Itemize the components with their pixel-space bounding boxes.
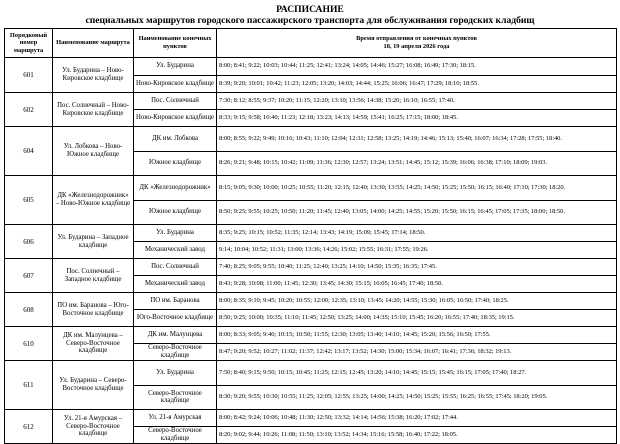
route-number: 611: [5, 361, 53, 410]
col-header-times-line2: 18, 19 апреля 2026 года: [383, 43, 450, 50]
departure-times: 8:33; 9:15; 9:58; 10:40; 11:23; 12:18; 13:23; 14:13; 14:59; 15:41; 16:25; 17:15; 18:00; 18:45.: [217, 110, 617, 127]
stop-name: Южное кладбище: [134, 151, 217, 176]
table-row: [5, 293, 617, 310]
departure-times: 8:00; 8:55; 9:22; 9:49; 10:16; 10:43; 11:10; 12:04; 12:31; 12:58; 13:25; 14:19; 14:46; 15:13; 15:40; 16:07; 16:34; 17:28; 17:55; 18:40.: [217, 127, 617, 152]
col-header-num: Порядковый номер маршрута: [5, 29, 53, 58]
departure-times: 9:14; 10:04; 10:52; 11:31; 13:00; 13:36; 14:26; 15:02; 15:55; 16:31; 17:55; 19:26.: [217, 242, 617, 259]
stop-name: Ул. Бударина: [134, 58, 217, 76]
departure-times: 8:00; 8:42; 9:24; 10:06; 10:48; 11:30; 12:50; 13:32; 14:14; 14:56; 15:38; 16:20; 17:02; 17:44.: [217, 410, 617, 427]
stop-name: Ул. 21-я Амурская: [134, 410, 217, 427]
page-title: РАСПИСАНИЕ: [276, 4, 344, 15]
departure-times: 8:00; 8:41; 9:22; 10:03; 10:44; 11:25; 12:41; 13:24; 14:05; 14:46; 15:27; 16:08; 16:49; 17:30; 18:15.: [217, 58, 617, 76]
departure-times: 8:50; 9:25; 10:00; 10:35; 11:10; 11:45; 12:50; 13:25; 14:00; 14:35; 15:10; 15:45; 16:20; 16:55; 17:40; 18:35; 19:15.: [217, 310, 617, 327]
departure-times: 8:43; 9:28; 10:08; 11:00; 11:45; 12:30; 13:45; 14:30; 15:15; 16:05; 16:45; 17:40; 18:50.: [217, 276, 617, 293]
stop-name: Ул. Бударина: [134, 225, 217, 242]
route-number: 601: [5, 58, 53, 93]
table-row: [5, 58, 617, 76]
col-header-route: Наименование маршрута: [53, 29, 134, 58]
table-row: [5, 225, 617, 242]
departure-times: 7:30; 8:12; 8:55; 9:37; 10:20; 11:15; 12:20; 13:10; 13:56; 14:38; 15:20; 16:10; 16:55; 17:40.: [217, 93, 617, 110]
route-name: ДК «Железнодорожник» – Ново-Южное кладбище: [53, 176, 134, 225]
departure-times: 7:40; 8:25; 9:05; 9:55; 10:40; 11:25; 12:40; 13:25; 14:10; 14:50; 15:35; 16:35; 17:45.: [217, 259, 617, 276]
table-row: [5, 93, 617, 110]
route-name: ПО им. Баранова – Юго-Восточное кладбище: [53, 293, 134, 327]
route-name: Ул. 21-я Амурская – Северо-Восточное кладбище: [53, 410, 134, 444]
stop-name: Северо-Восточное кладбище: [134, 427, 217, 444]
schedule-table: [4, 28, 617, 444]
table-row: [5, 259, 617, 276]
stop-name: Ново-Кировское кладбище: [134, 75, 217, 93]
table-header-row: [5, 29, 617, 58]
stop-name: Пос. Солнечный: [134, 93, 217, 110]
route-number: 610: [5, 327, 53, 361]
stop-name: Южное кладбище: [134, 200, 217, 225]
table-row: [5, 410, 617, 427]
stop-name: Северо-Восточное кладбище: [134, 385, 217, 410]
stop-name: Пос. Солнечный: [134, 259, 217, 276]
stop-name: Ул. Бударина: [134, 361, 217, 386]
departure-times: 7:50; 8:40; 9:15; 9:50; 10:15; 10:45; 11:25; 12:15; 12:45; 13:20; 14:10; 14:45; 15:15; 15:45; 16:15; 17:05; 17:40; 18:27.: [217, 361, 617, 386]
stop-name: ПО им. Баранова: [134, 293, 217, 310]
route-number: 606: [5, 225, 53, 259]
stop-name: Механический завод: [134, 242, 217, 259]
col-header-times-line1: Время отправления от конечных пунктов: [356, 35, 477, 43]
route-name: Пос. Солнечный – Западное кладбище: [53, 259, 134, 293]
col-header-stop: Наименование конечных пунктов: [134, 29, 217, 58]
departure-times: 8:35; 9:25; 10:15; 10:52; 11:35; 12:14; 13:43; 14:19; 15:09; 15:45; 17:14; 18:50.: [217, 225, 617, 242]
table-row: [5, 127, 617, 152]
departure-times: 8:39; 9:20; 10:01; 10:42; 11:23; 12:05; 13:20; 14:03; 14:44; 15:25; 16:06; 16:47; 17:29; 18:10; 18:55.: [217, 75, 617, 93]
col-header-times: [217, 29, 617, 58]
route-name: Ул. Бударина – Ново-Кировское кладбище: [53, 58, 134, 93]
stop-name: ДК «Железнодорожник»: [134, 176, 217, 201]
departure-times: 8:26; 9:21; 9:48; 10:15; 10:42; 11:09; 11:36; 12:30; 12:57; 13:24; 13:51; 14:45; 15:12; 15:39; 16:06; 16:38; 17:10; 18:09; 19:03.: [217, 151, 617, 176]
departure-times: 8:47; 9:20; 9:52; 10:27; 11:02; 11:37; 12:42; 13:17; 13:52; 14:30; 15:00; 15:34; 16:07; 16:41; 17:36; 18:32; 19:13.: [217, 344, 617, 361]
table-row: [5, 361, 617, 386]
stop-name: Ново-Кировское кладбище: [134, 110, 217, 127]
departure-times: 8:00; 8:33; 9:05; 9:40; 10:15; 10:50; 11:55; 12:30; 13:05; 13:40; 14:10; 14:45; 15:20; 15:56; 16:50; 17:55.: [217, 327, 617, 344]
departure-times: 8:15; 9:05; 9:30; 10:00; 10:25; 10:55; 11:20; 12:15; 12:40; 13:30; 13:55; 14:25; 14:50; 15:25; 15:50; 16:15; 16:40; 17:10; 17:30; 18:20.: [217, 176, 617, 201]
title-block: [0, 0, 620, 26]
route-number: 602: [5, 93, 53, 127]
stop-name: ДК им. Лобкова: [134, 127, 217, 152]
route-name: Пос. Солнечный – Ново-Кировское кладбище: [53, 93, 134, 127]
departure-times: 8:00; 8:35; 9:10; 9:45; 10:20; 10:55; 12:00; 12:35; 13:10; 13:45; 14:20; 14:55; 15:30; 16:05; 16:50; 17:40; 18:25.: [217, 293, 617, 310]
route-number: 612: [5, 410, 53, 444]
page-subtitle: специальных маршрутов городского пассажирского транспорта для обслуживания городских кладбищ: [85, 15, 535, 26]
stop-name: Юго-Восточное кладбище: [134, 310, 217, 327]
route-number: 608: [5, 293, 53, 327]
departure-times: 8:30; 9:20; 9:55; 10:30; 10:55; 11:25; 12:05; 12:55; 13:25; 14:00; 14:25; 14:50; 15:25; 15:55; 16:25; 16:55; 17:45; 18:20; 19:05.: [217, 385, 617, 410]
table-row: [5, 176, 617, 201]
route-name: Ул. Бударина – Западное кладбище: [53, 225, 134, 259]
route-name: Ул. Бударина – Северо-Восточное кладбище: [53, 361, 134, 410]
departure-times: 8:20; 9:02; 9:44; 10:26; 11:08; 11:50; 13:10; 13:52; 14:34; 15:16; 15:58; 16:40; 17:22; 18:05.: [217, 427, 617, 444]
route-number: 607: [5, 259, 53, 293]
route-number: 605: [5, 176, 53, 225]
stop-name: ДК им. Малунцева: [134, 327, 217, 344]
route-name: ДК им. Малунцева – Северо-Восточное кладбище: [53, 327, 134, 361]
table-row: [5, 327, 617, 344]
stop-name: Северо-Восточное кладбище: [134, 344, 217, 361]
departure-times: 8:50; 9:25; 9:55; 10:25; 10:50; 11:20; 11:45; 12:40; 13:05; 14:00; 14:25; 14:55; 15:20; 15:50; 16:15; 16:45; 17:05; 17:35; 18:00; 18:50.: [217, 200, 617, 225]
route-name: Ул. Лобкова – Ново-Южное кладбище: [53, 127, 134, 176]
stop-name: Механический завод: [134, 276, 217, 293]
route-number: 604: [5, 127, 53, 176]
